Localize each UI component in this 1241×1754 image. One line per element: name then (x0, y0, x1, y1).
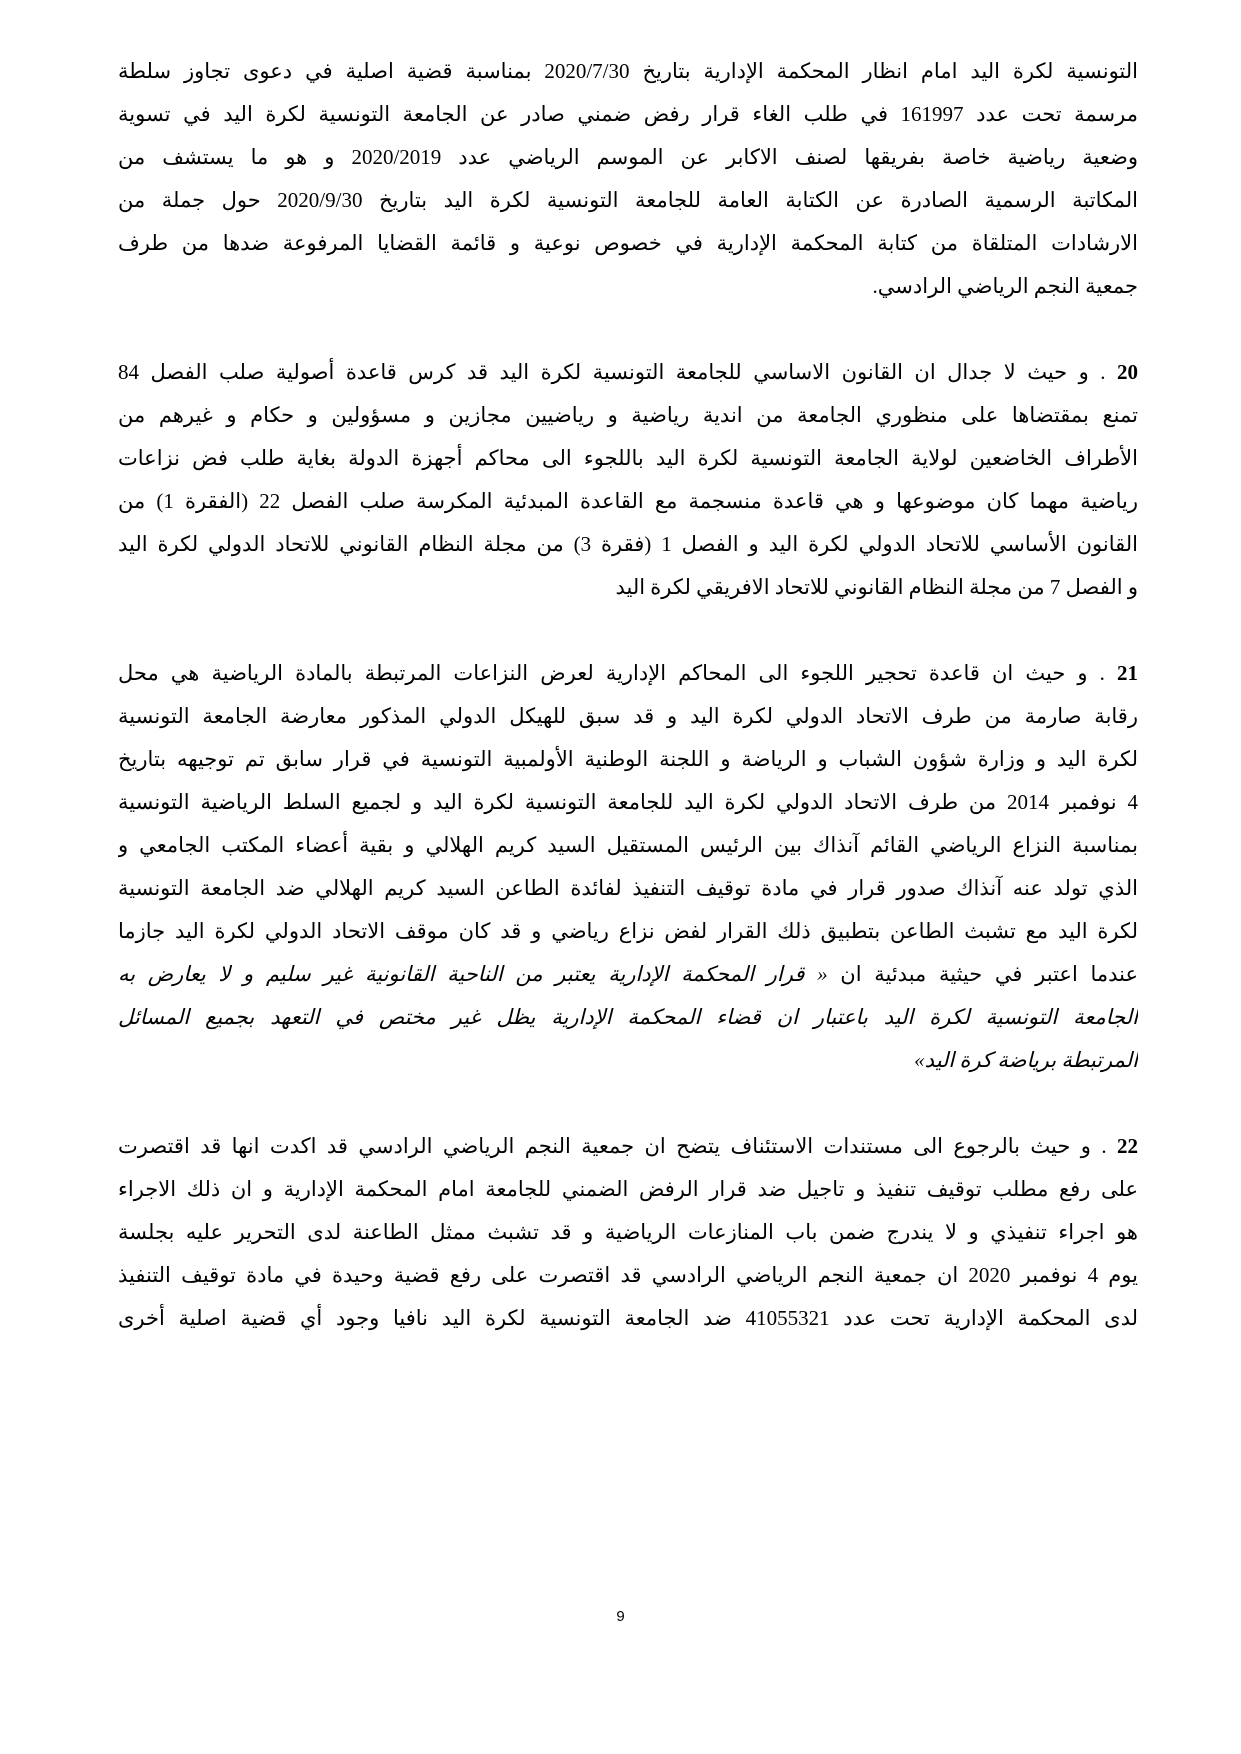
paragraph-21 (118, 652, 1138, 1082)
text-line: رياضية مهما كان موضوعها و هي قاعدة منسجمة مع القاعدة المبدئية المكرسة صلب الفصل 22 (الفقرة 1) من (118, 489, 1138, 513)
text-line: جمعية النجم الرياضي الرادسي. (872, 274, 1138, 298)
text-line: الأطراف الخاضعين لولاية الجامعة التونسية لكرة اليد باللجوء الى محاكم أجهزة الدولة بغاية طلب فض نزاعات (118, 446, 1138, 470)
paragraph-20 (118, 351, 1138, 609)
text-line: على رفع مطلب توقيف تنفيذ و تاجيل ضد قرار الرفض الضمني للجامعة امام المحكمة الإدارية و ان ذلك الاجراء (118, 1177, 1138, 1201)
paragraph-number: 22 (1117, 1134, 1138, 1158)
document-body (118, 50, 1138, 1340)
paragraph-number: 20 (1117, 360, 1138, 384)
text-line: رقابة صارمة من طرف الاتحاد الدولي لكرة اليد و قد سبق للهيكل الدولي المذكور معارضة الجامعة التونسية (118, 704, 1138, 728)
text-span: عندما اعتبر في حيثية مبدئية ان (840, 962, 1138, 986)
text-line: الارشادات المتلقاة من كتابة المحكمة الإدارية في خصوص نوعية و قائمة القضايا المرفوعة ضدها من طرف (118, 231, 1138, 255)
text-line (118, 1125, 1138, 1168)
paragraph-number: 21 (1117, 661, 1138, 685)
quoted-text-line: الجامعة التونسية لكرة اليد باعتبار ان قضاء المحكمة الإدارية يظل غير مختص في التعهد بجميع المسائل (118, 1005, 1138, 1029)
text-line: القانون الأساسي للاتحاد الدولي لكرة اليد و الفصل 1 (فقرة 3) من مجلة النظام القانوني للاتحاد الدولي لكرة اليد (118, 532, 1138, 556)
paragraph-continued (118, 50, 1138, 308)
text-span: . و حيث ان قاعدة تحجير اللجوء الى المحاكم الإدارية لعرض النزاعات المرتبطة بالمادة الرياضية هي محل (118, 661, 1105, 685)
text-line (118, 652, 1138, 695)
text-line: هو اجراء تنفيذي و لا يندرج ضمن باب المنازعات الرياضية و قد تشبث ممثل الطاعنة لدى التحرير عليه بجلسة (118, 1220, 1138, 1244)
text-line: 4 نوفمبر 2014 من طرف الاتحاد الدولي لكرة اليد للجامعة التونسية لكرة اليد و لجميع السلط الرياضية التونسية (118, 790, 1138, 814)
text-line (118, 953, 1138, 996)
text-line: الذي تولد عنه آنذاك صدور قرار في مادة توقيف التنفيذ لفائدة الطاعن السيد كريم الهلالي ضد الجامعة التونسية (118, 876, 1138, 900)
text-line: تمنع بمقتضاها على منظوري الجامعة من اندية رياضية و رياضيين مجازين و مسؤولين و حكام و غيرهم من (118, 403, 1138, 427)
text-line: بمناسبة النزاع الرياضي القائم آنذاك بين الرئيس المستقيل السيد كريم الهلالي و بقية أعضاء المكتب الجامعي و (118, 833, 1138, 857)
text-line: التونسية لكرة اليد امام انظار المحكمة الإدارية بتاريخ 2020/7/30 بمناسبة قضية اصلية في دعوى تجاوز سلطة (118, 59, 1138, 83)
text-span: . و حيث لا جدال ان القانون الاساسي للجامعة التونسية لكرة اليد قد كرس قاعدة أصولية صلب الفصل 84 (118, 360, 1106, 384)
text-line: المكاتبة الرسمية الصادرة عن الكتابة العامة للجامعة التونسية لكرة اليد بتاريخ 2020/9/30 حول جملة من (118, 188, 1138, 212)
text-line: و الفصل 7 من مجلة النظام القانوني للاتحاد الافريقي لكرة اليد (615, 575, 1138, 599)
text-line: لدى المحكمة الإدارية تحت عدد 41055321 ضد الجامعة التونسية لكرة اليد نافيا وجود أي قضية اصلية أخرى (118, 1306, 1138, 1330)
text-line: لكرة اليد مع تشبث الطاعن بتطبيق ذلك القرار لفض نزاع رياضي و قد كان موقف الاتحاد الدولي لكرة اليد جازما (118, 919, 1138, 943)
quoted-text: « قرار المحكمة الإدارية يعتبر من الناحية القانونية غير سليم و لا يعارض به (118, 962, 828, 986)
paragraph-22 (118, 1125, 1138, 1340)
text-line (118, 351, 1138, 394)
text-line: يوم 4 نوفمبر 2020 ان جمعية النجم الرياضي الرادسي قد اقتصرت على رفع قضية وحيدة في مادة توقيف التنفيذ (118, 1263, 1138, 1287)
quoted-text-line: المرتبطة برياضة كرة اليد» (914, 1048, 1138, 1072)
text-span: . و حيث بالرجوع الى مستندات الاستئناف يتضح ان جمعية النجم الرياضي الرادسي قد اكدت انها قد اقتصرت (118, 1134, 1107, 1158)
page-number: 9 (616, 1608, 625, 1625)
text-line: وضعية رياضية خاصة بفريقها لصنف الاكابر عن الموسم الرياضي عدد 2020/2019 و هو ما يستشف من (118, 145, 1138, 169)
text-line: مرسمة تحت عدد 161997 في طلب الغاء قرار رفض ضمني صادر عن الجامعة التونسية لكرة اليد في تسوية (118, 102, 1138, 126)
text-line: لكرة اليد و وزارة شؤون الشباب و الرياضة و اللجنة الوطنية الأولمبية التونسية في قرار سابق تم توجيهه بتاريخ (118, 747, 1138, 771)
